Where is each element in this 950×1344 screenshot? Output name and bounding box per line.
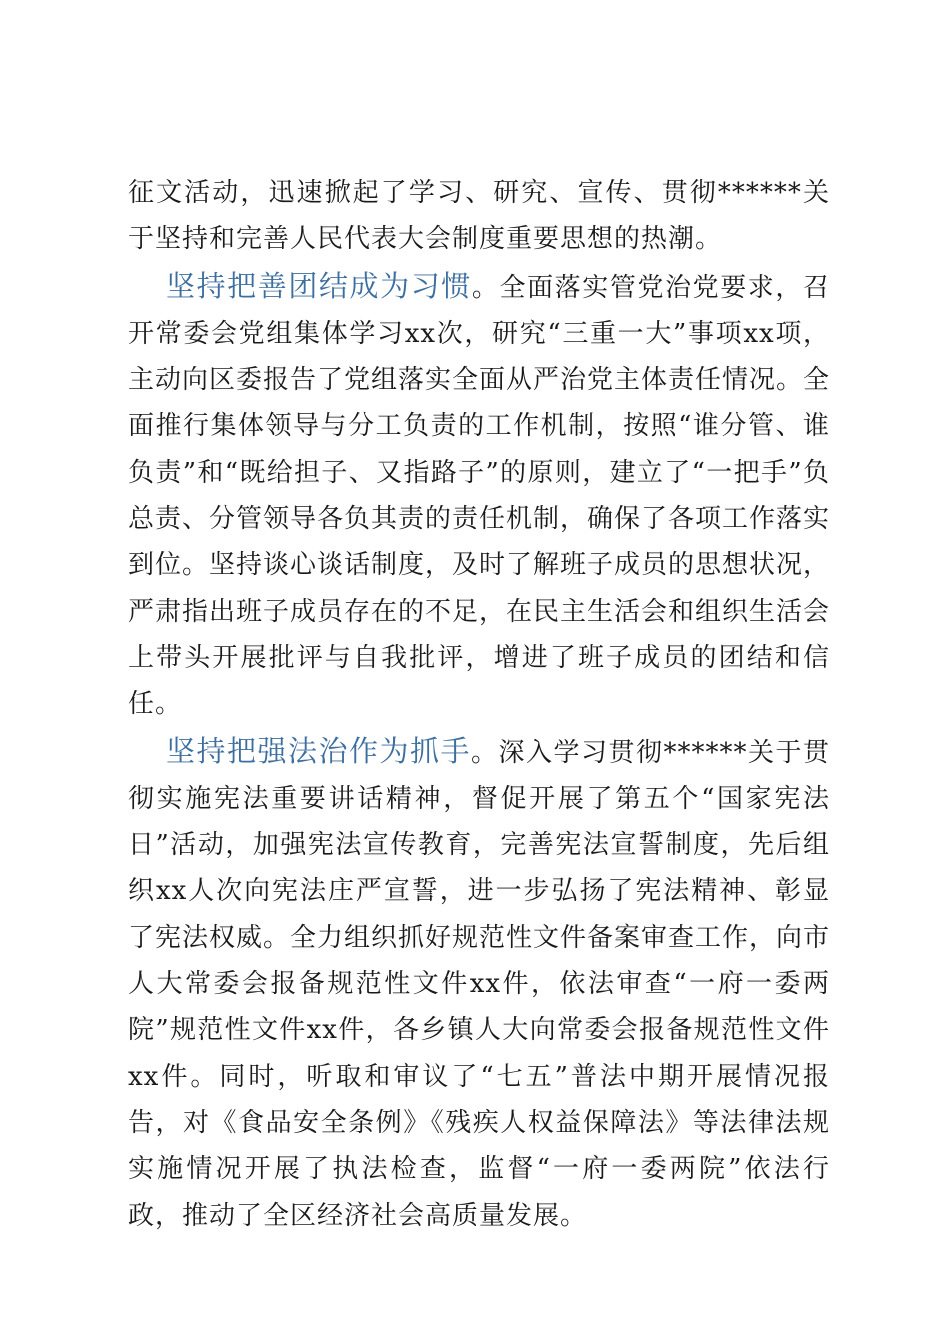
section-heading-unity: 坚持把善团结成为习惯 [166, 268, 472, 303]
paragraph-unity [128, 263, 830, 728]
section-heading-rule-of-law: 坚持把强法治作为抓手 [166, 733, 471, 768]
paragraph-rule-of-law [128, 728, 830, 1239]
paragraph-text: 征文活动，迅速掀起了学习、研究、宣传、贯彻******关于坚持和完善人民代表大会制度重要思想的热潮。 [128, 178, 830, 255]
paragraph-continuation [128, 170, 830, 263]
document-body [128, 170, 830, 1239]
paragraph-text: 。深入学习贯彻******关于贯彻实施宪法重要讲话精神，督促开展了第五个“国家宪法日”活动，加强宪法宣传教育，完善宪法宣誓制度，先后组织xx人次向宪法庄严宣誓，进一步弘扬了宪法精神、彰显了宪法权威。全力组织抓好规范性文件备案审查工作，向市人大常委会报备规范性文件xx件，依法审查“一府一委两院”规范性文件xx件，各乡镇人大向常委会报备规范性文件xx件。同时，听取和审议了“七五”普法中期开展情况报告，对《食品安全条例》《残疾人权益保障法》等法律法规实施情况开展了执法检查，监督“一府一委两院”依法行政，推动了全区经济社会高质量发展。 [128, 737, 831, 1231]
paragraph-text: 。全面落实管党治党要求，召开常委会党组集体学习xx次，研究“三重一大”事项xx项，主动向区委报告了党组落实全面从严治党主体责任情况。全面推行集体领导与分工负责的工作机制，按照“谁分管、谁负责”和“既给担子、又指路子”的原则，建立了“一把手”负总责、分管领导各负其责的责任机制，确保了各项工作落实到位。坚持谈心谈话制度，及时了解班子成员的思想状况，严肃指出班子成员存在的不足，在民主生活会和组织生活会上带头开展批评与自我批评，增进了班子成员的团结和信任。 [128, 272, 831, 720]
